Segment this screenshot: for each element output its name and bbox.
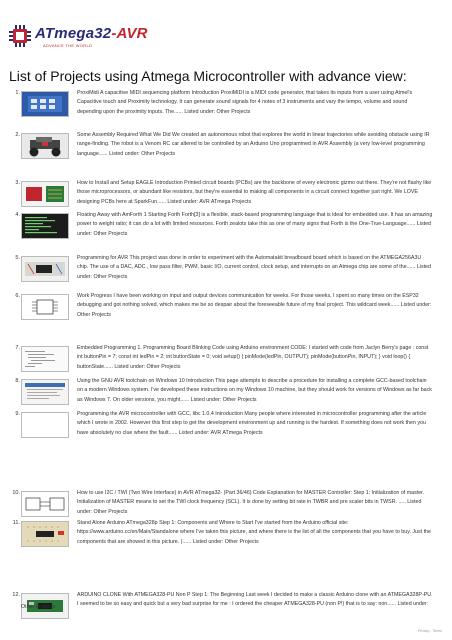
project-thumbnail[interactable] <box>21 256 69 282</box>
logo-text: ATmega32-AVR <box>35 25 148 42</box>
project-thumbnail[interactable] <box>21 412 69 438</box>
project-description-link[interactable]: Some Assembly Required What We Did We created an autonomous robot that explores the world in linear trajectories while avoiding obstacle using IR range-finding. The robot is a Venom RC car altered to be controlled by an Arduino Uno programmed in AVR Assembly (a very low-level programming language...... Listed under: Other Projects <box>77 132 430 157</box>
item-number: 5. <box>15 255 20 261</box>
site-logo[interactable] <box>8 24 208 54</box>
page-title: List of Projects using Atmega Microcontroller with advance view: <box>9 68 407 84</box>
project-description-link[interactable]: Floating Away with AmForth 1 Starting Forth Forth[3] is a flexible, stack-based programming language that is ideal for embedded use. It has an amazing power to weight ratio; it can do a lot with limited resources. Forth zealots take this as one of many signs that Forth is the One-True-Language...... Listed under: Other Projects <box>77 212 433 237</box>
footer-links[interactable]: Privacy - Terms <box>417 629 442 633</box>
project-description-link[interactable]: Programming the AVR microcontroller with GCC, libc 1.0.4 Introduction Many people where interested in microcontroller programming after the article which I wrote in 2002. However this first step to get the development environment up and running is the hardest. If something does not work then you have absolutely no clue where the fault...... Listed under: AVR ATmega Projects <box>77 411 427 436</box>
item-number: 10. <box>12 490 20 496</box>
item-number: 11. <box>12 520 20 526</box>
project-description-link[interactable]: How to use I2C / TWI (Two Wire Interface) in AVR ATmega32- (Part 36/46) Code Explanation for MASTER Controller: Step 1: Initialization of master. Initialization of MASTER means to set the TWI clock frequency (SCL). It is done by setting bit rate in TWBR and pre scaler bits in TWSR. ..... Listed under: Other Projects <box>77 490 425 515</box>
project-description-link[interactable]: ARDUINO CLONE With ATMEGA328-PU Non P Step 1: The Beginning Last week I decided to make a classic Arduino clone with an ATMEGA328P-PU. I seemed to be so easy and quick but a very bad surprise for me : I ordered the cheaper ATMEGA328-PU (non P!) that is to say: non...... Listed under: <box>77 592 433 608</box>
item-number: 12. <box>12 592 20 598</box>
item-number: 6. <box>15 293 20 299</box>
project-thumbnail[interactable] <box>21 133 69 159</box>
item-number: 4. <box>15 212 20 218</box>
project-description-link[interactable]: Stand Alone Arduino ATmega328p Step 1: Components and Where to Start I've started from the Arduino official site: https://www.arduino.cc/en/Main/Standalone where I've taken this picture, and where there is the list of all the components that you have to buy. Just the components that are showed in this picture. (...... Listed under: Other Projects <box>77 520 431 545</box>
item-number: 8. <box>15 378 20 384</box>
project-thumbnail[interactable] <box>21 491 69 517</box>
item-number: 1. <box>15 90 20 96</box>
item-12-category-overflow[interactable]: Other Projects <box>21 604 55 610</box>
project-thumbnail[interactable] <box>21 91 69 117</box>
project-thumbnail[interactable] <box>21 346 69 372</box>
project-description-link[interactable]: Programming for AVR This project was done in order to experiment with the Automatakit breadboard board which is based on the ATMEGA256A3U chip. The use of a DAC, ADC , low pass filter, PWM, basic I/O, current control, clock setup, and interrupts on an Atmega chip are some of the...... Listed under: Other Projects <box>77 255 432 280</box>
project-thumbnail[interactable] <box>21 379 69 405</box>
item-number: 9. <box>15 411 20 417</box>
project-description-link[interactable]: Embedded Programming 1. Programming Board Blinking Code using Arduino environment CODE: I started with code from Jaclyn Berry's page : const int buttonPin = 7; const int ledPin = 2; int buttonState = 0; void setup() { pinMode(ledPin, OUTPUT); pinMode(buttonPin, INPUT); } void loop() { buttonState...... Listed under: Other Projects <box>77 345 429 370</box>
project-thumbnail[interactable] <box>21 521 69 547</box>
item-number: 2. <box>15 132 20 138</box>
project-description-link[interactable]: Work Progress I have been working on input and output devices communication for weeks. For those weeks, I spent so many times on the ESP32 debugging and got nothing solved, which makes me be so despair about the foreseeable future of my final project. This wildcard week...... Listed under: Other Projects <box>77 293 432 318</box>
project-thumbnail[interactable] <box>21 181 69 207</box>
project-thumbnail[interactable] <box>21 294 69 320</box>
logo-tagline: ADVANCE THE WORLD <box>43 43 93 48</box>
project-description-link[interactable]: ProxiMidi A capacitive MIDI sequencing platform Introduction ProxiMIDI is a MIDI code generator, that takes its inputs from a user using Atmel's Capacitive touch and Proximity technology. It can generate sound signals for 4 notes of 3 instruments and vary the tempo, volume and sound depending upon the proximity inputs. The...... Listed under: Other Projects <box>77 90 413 115</box>
item-number: 7. <box>15 345 20 351</box>
project-description-link[interactable]: Using the GNU AVR toolchain on Windows 10 Introduction This page attempts to describe a procedure for installing a complete GCC-based toolchain on a modern Windows system. I've developed these instructions on my Windows 10 machine, but they should work for versions of Windows as far back as Windows 7. On older versions, you might...... Listed under: Other Projects <box>77 378 432 403</box>
project-thumbnail[interactable] <box>21 213 69 239</box>
project-description-link[interactable]: How to Install and Setup EAGLE Introduction Printed circuit boards (PCBs) are the backbone of every electronic gizmo out there. They're not flashy like those microprocessors, or abundant like resistors, but they're essential to making all components in a circuit connect together just right. We LOVE designing PCBs here at SparkFun...... Listed under: AVR ATmega Projects <box>77 180 432 205</box>
item-number: 3. <box>15 180 20 186</box>
chip-icon <box>8 24 32 48</box>
